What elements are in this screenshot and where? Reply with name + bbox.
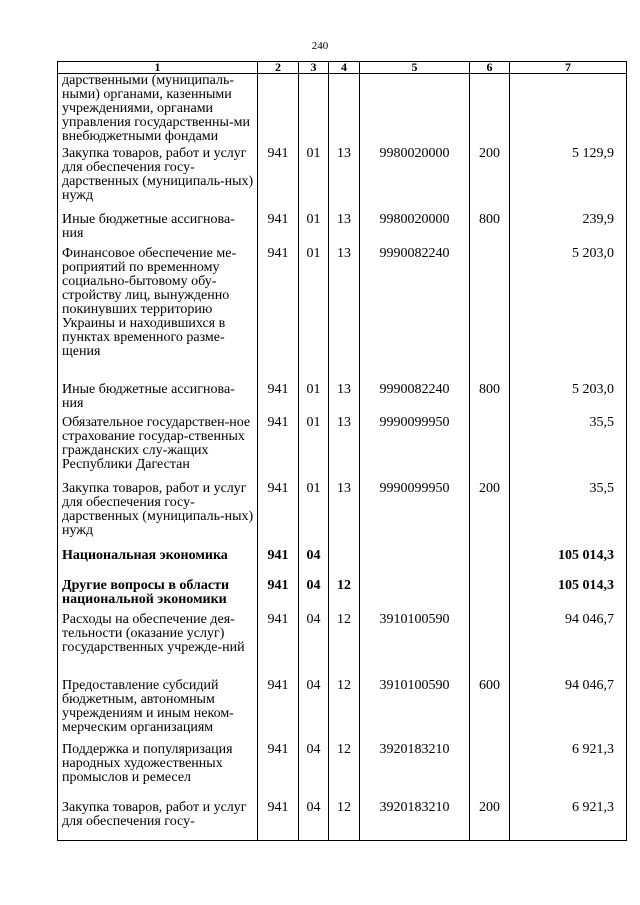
cell-amount: 5 203,0 [510, 247, 627, 383]
cell-amount: 94 046,7 [510, 613, 627, 679]
cell-target-code [360, 579, 470, 613]
row-name: Предоставление субсидий бюджетным, автономным учреждениям и иным неком-мерческим организациям [58, 679, 258, 743]
cell-expense-type: 200 [470, 801, 510, 841]
cell-expense-type: 800 [470, 383, 510, 416]
cell-department: 941 [258, 549, 299, 579]
cell-target-code: 9990082240 [360, 247, 470, 383]
cell-target-code: 3920183210 [360, 801, 470, 841]
cell-department: 941 [258, 579, 299, 613]
cell-amount: 239,9 [510, 213, 627, 247]
table-row [58, 74, 627, 147]
cell-target-code: 9990099950 [360, 482, 470, 549]
cell-department: 941 [258, 147, 299, 213]
table-body [58, 74, 627, 841]
cell-department: 941 [258, 613, 299, 679]
row-name: Закупка товаров, работ и услуг для обеспечения госу-дарственных (муниципаль-ных) нужд [58, 482, 258, 549]
cell-target-code: 3910100590 [360, 613, 470, 679]
cell-department: 941 [258, 679, 299, 743]
cell-department: 941 [258, 247, 299, 383]
column-header: 4 [329, 62, 360, 74]
cell-amount: 35,5 [510, 482, 627, 549]
cell-section: 04 [299, 679, 329, 743]
cell-subsection: 12 [329, 613, 360, 679]
cell-section: 04 [299, 579, 329, 613]
cell-amount: 105 014,3 [510, 579, 627, 613]
cell-section [299, 74, 329, 147]
cell-section: 04 [299, 613, 329, 679]
row-name: Закупка товаров, работ и услуг для обеспечения госу- [58, 801, 258, 841]
column-header: 6 [470, 62, 510, 74]
table-row [58, 613, 627, 679]
budget-table [57, 61, 627, 841]
row-name: Расходы на обеспечение дея-тельности (оказание услуг) государственных учрежде-ний [58, 613, 258, 679]
cell-subsection: 13 [329, 383, 360, 416]
cell-subsection: 13 [329, 147, 360, 213]
table-row [58, 247, 627, 383]
table-row [58, 213, 627, 247]
cell-expense-type [470, 247, 510, 383]
cell-expense-type [470, 549, 510, 579]
column-header: 1 [58, 62, 258, 74]
cell-department: 941 [258, 383, 299, 416]
table-row [58, 579, 627, 613]
cell-subsection: 12 [329, 679, 360, 743]
column-header: 2 [258, 62, 299, 74]
cell-expense-type [470, 74, 510, 147]
row-name: дарственными (муниципаль-ными) органами, казенными учреждениями, органами управления государственны-ми внебюджетными фондами [58, 74, 258, 147]
cell-target-code [360, 74, 470, 147]
cell-section: 04 [299, 549, 329, 579]
cell-section: 04 [299, 743, 329, 801]
cell-section: 01 [299, 383, 329, 416]
table-row [58, 743, 627, 801]
table-row [58, 416, 627, 482]
row-name: Национальная экономика [58, 549, 258, 579]
cell-section: 01 [299, 213, 329, 247]
row-name: Финансовое обеспечение ме-роприятий по временному социально-бытовому обу-стройству лиц, вынужденно покинувших территорию Украины и находившихся в пунктах временного разме-щения [58, 247, 258, 383]
row-name: Обязательное государствен-ное страхование государ-ственных гражданских слу-жащих Республики Дагестан [58, 416, 258, 482]
cell-expense-type: 800 [470, 213, 510, 247]
cell-target-code: 3910100590 [360, 679, 470, 743]
table-row [58, 383, 627, 416]
cell-department [258, 74, 299, 147]
cell-subsection: 13 [329, 247, 360, 383]
table-row [58, 549, 627, 579]
cell-subsection: 12 [329, 579, 360, 613]
cell-department: 941 [258, 482, 299, 549]
cell-expense-type [470, 613, 510, 679]
cell-amount: 105 014,3 [510, 549, 627, 579]
page-number: 240 [311, 40, 329, 52]
cell-subsection: 12 [329, 801, 360, 841]
cell-subsection [329, 549, 360, 579]
cell-section: 01 [299, 247, 329, 383]
cell-target-code: 9980020000 [360, 147, 470, 213]
cell-subsection [329, 74, 360, 147]
cell-expense-type: 200 [470, 147, 510, 213]
table-row [58, 147, 627, 213]
cell-target-code: 3920183210 [360, 743, 470, 801]
cell-subsection: 13 [329, 416, 360, 482]
table-row [58, 801, 627, 841]
cell-target-code: 9980020000 [360, 213, 470, 247]
column-header: 3 [299, 62, 329, 74]
cell-amount: 6 921,3 [510, 743, 627, 801]
cell-expense-type: 200 [470, 482, 510, 549]
column-header: 7 [510, 62, 627, 74]
cell-amount: 5 129,9 [510, 147, 627, 213]
cell-expense-type [470, 579, 510, 613]
table-row [58, 482, 627, 549]
cell-expense-type: 600 [470, 679, 510, 743]
cell-subsection: 13 [329, 213, 360, 247]
cell-department: 941 [258, 743, 299, 801]
cell-amount: 94 046,7 [510, 679, 627, 743]
cell-expense-type [470, 743, 510, 801]
row-name: Поддержка и популяризация народных художественных промыслов и ремесел [58, 743, 258, 801]
cell-target-code: 9990082240 [360, 383, 470, 416]
cell-expense-type [470, 416, 510, 482]
cell-department: 941 [258, 213, 299, 247]
cell-target-code [360, 549, 470, 579]
cell-amount: 5 203,0 [510, 383, 627, 416]
cell-target-code: 9990099950 [360, 416, 470, 482]
cell-section: 01 [299, 416, 329, 482]
cell-department: 941 [258, 801, 299, 841]
cell-subsection: 12 [329, 743, 360, 801]
row-name: Иные бюджетные ассигнова-ния [58, 383, 258, 416]
table-row [58, 679, 627, 743]
cell-section: 04 [299, 801, 329, 841]
cell-section: 01 [299, 482, 329, 549]
cell-department: 941 [258, 416, 299, 482]
column-header: 5 [360, 62, 470, 74]
row-name: Другие вопросы в области национальной экономики [58, 579, 258, 613]
cell-amount: 35,5 [510, 416, 627, 482]
cell-section: 01 [299, 147, 329, 213]
row-name: Закупка товаров, работ и услуг для обеспечения госу-дарственных (муниципаль-ных) нужд [58, 147, 258, 213]
cell-subsection: 13 [329, 482, 360, 549]
cell-amount: 6 921,3 [510, 801, 627, 841]
cell-amount [510, 74, 627, 147]
column-number-header [58, 62, 627, 74]
row-name: Иные бюджетные ассигнова-ния [58, 213, 258, 247]
